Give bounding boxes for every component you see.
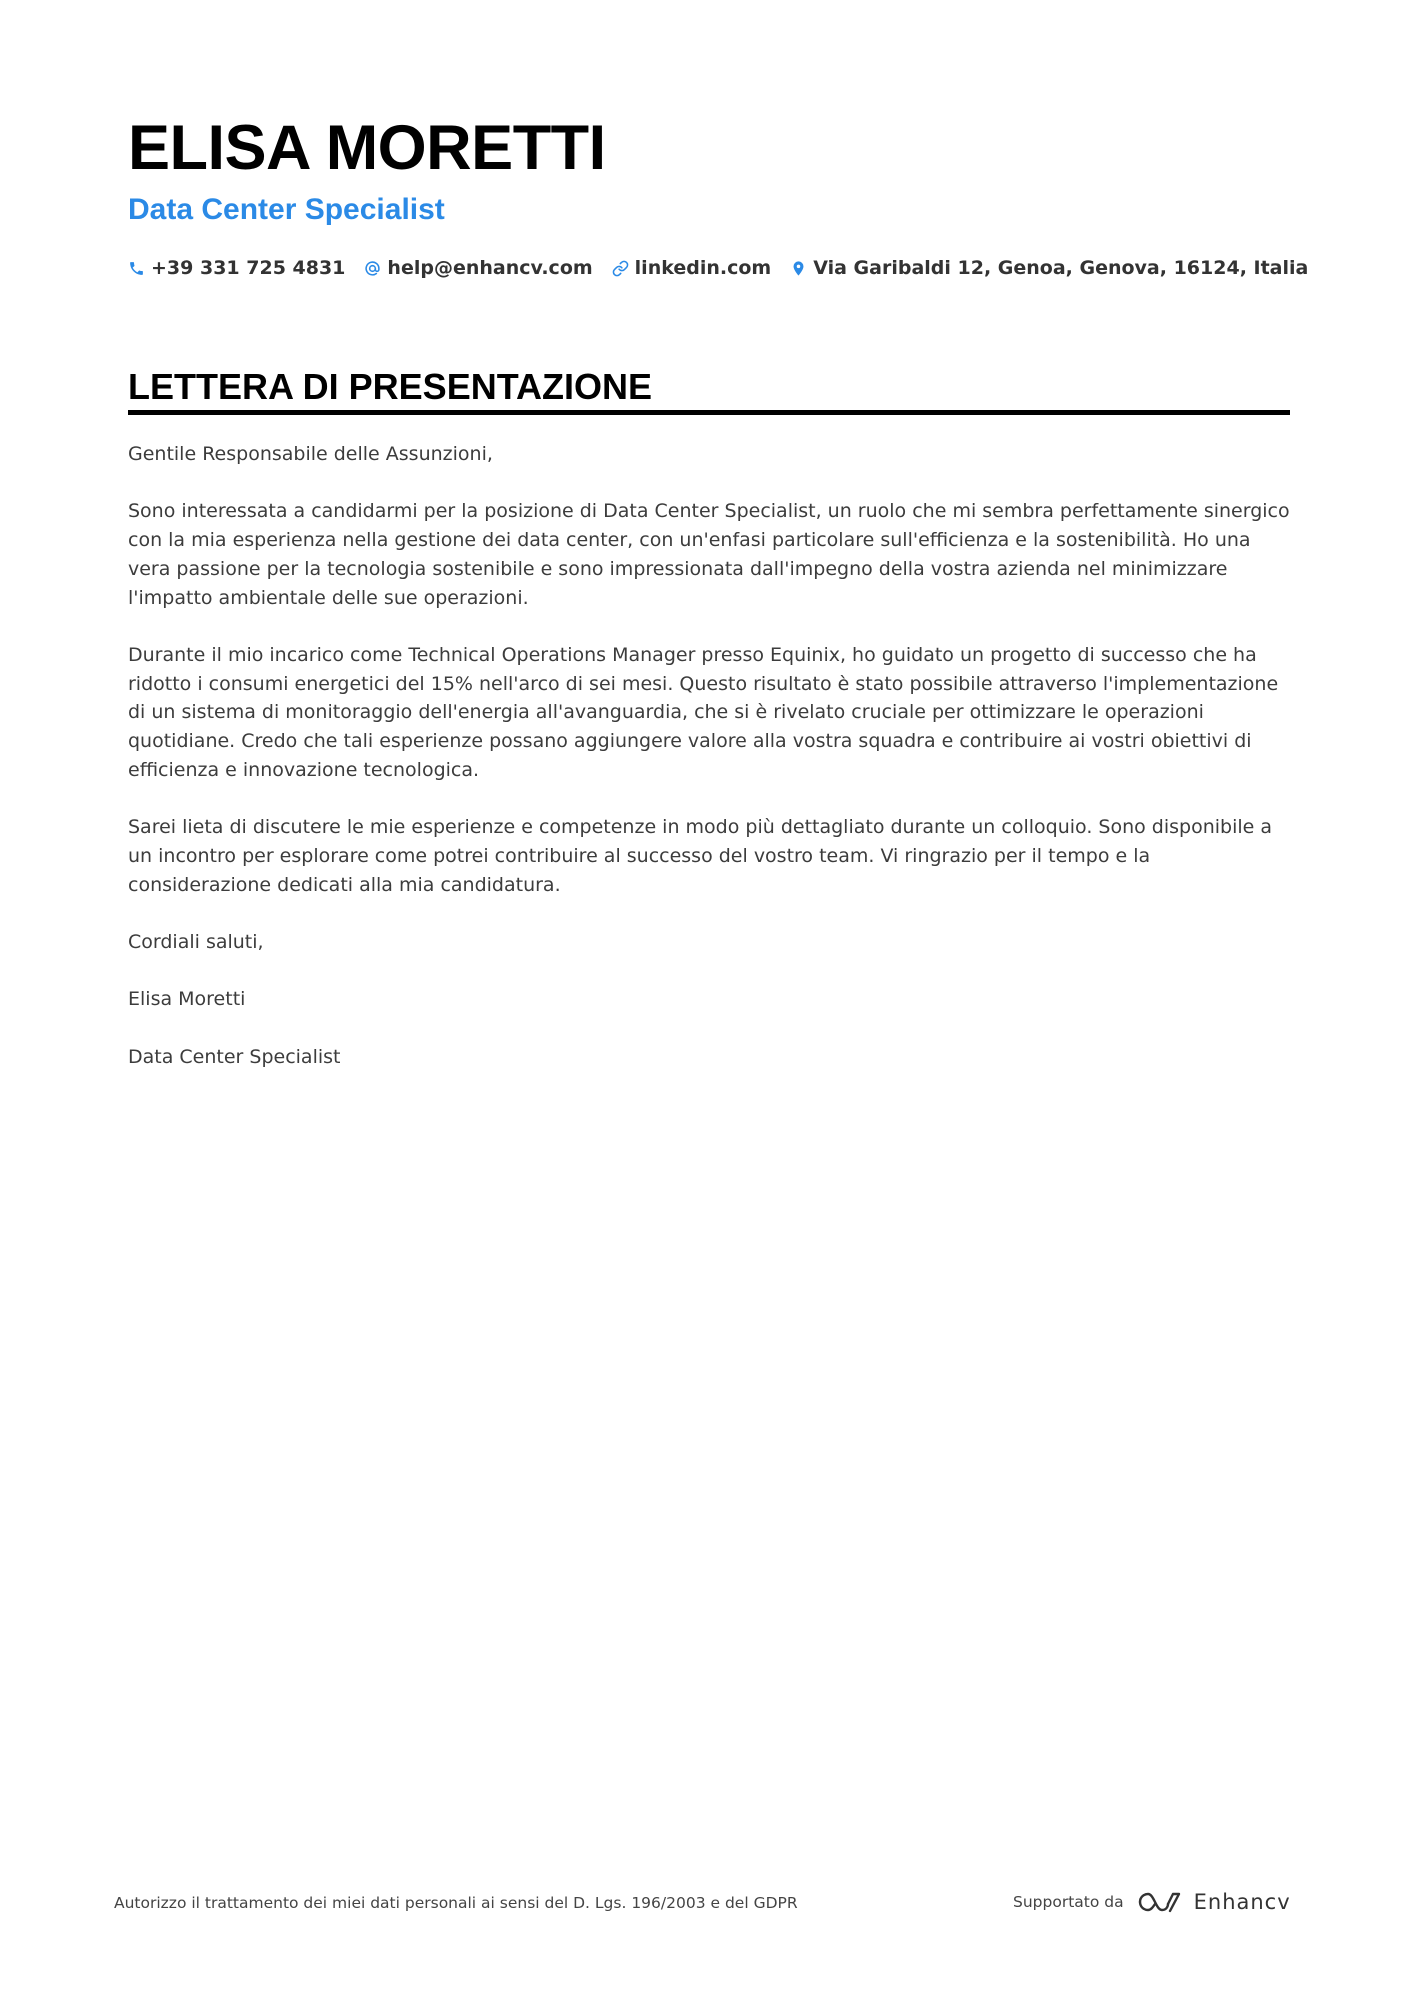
letter-salutation: Gentile Responsabile delle Assunzioni, [128,443,493,465]
letter-body [128,440,1290,1100]
letter-paragraph: Sarei lieta di discutere le mie esperienze e competenze in modo più dettagliato durante un colloquio. Sono disponibile a un incontro per esplorare come potrei contribuire al successo del vostro team. Vi ringrazio per il tempo e la considerazione dedicati alla mia candidatura. [128,816,1273,896]
consent-notice: Autorizzo il trattamento dei miei dati personali ai sensi del D. Lgs. 196/2003 e del GDPR [114,1894,798,1912]
location-pin-icon [790,260,807,277]
contact-email[interactable] [364,257,592,279]
letter-paragraph: Sono interessata a candidarmi per la posizione di Data Center Specialist, un ruolo che mi sembra perfettamente sinergico con la mia esperienza nella gestione dei data center, con un'enfasi particolare sull'efficienza e la sostenibilità. Ho una vera passione per la tecnologia sostenibile e sono impressionata dall'impegno della vostra azienda nel minimizzare l'impatto ambientale delle sue operazioni. [128,500,1290,609]
contact-linkedin-text: linkedin.com [634,257,772,279]
letter-paragraph: Durante il mio incarico come Technical Operations Manager presso Equinix, ho guidato un progetto di successo che ha ridotto i consumi energetici del 15% nell'arco di sei mesi. Questo risultato è stato possibile attraverso l'implementazione di un sistema di monitoraggio dell'energia all'avanguardia, che si è rivelato cruciale per ottimizzare le operazioni quotidiane. Credo che tali esperienze possano aggiungere valore alla vostra squadra e contribuire ai vostri obiettivi di efficienza e innovazione tecnologica. [128,643,1279,781]
link-icon [612,260,629,277]
contact-address [790,257,1308,279]
signature-title: Data Center Specialist [128,1045,341,1068]
contact-email-text: help@enhancv.com [387,257,593,279]
phone-icon [128,260,145,277]
enhancv-logo-icon [1136,1889,1182,1915]
contact-address-text: Via Garibaldi 12, Genoa, Genova, 16124, Italia [813,257,1309,279]
contact-linkedin[interactable] [612,257,772,279]
candidate-name: ELISA MORETTI [128,113,606,183]
contact-phone[interactable] [128,257,345,279]
contact-bar [128,252,1327,284]
signature-name: Elisa Moretti [128,988,246,1011]
contact-phone-text: +39 331 725 4831 [151,257,346,279]
powered-by[interactable] [1013,1886,1291,1918]
letter-closing: Cordiali saluti, [128,930,264,953]
powered-by-label: Supportato da [1013,1893,1124,1911]
at-icon [364,260,381,277]
candidate-role: Data Center Specialist [128,193,445,226]
section-divider [128,410,1290,415]
section-title: LETTERA DI PRESENTAZIONE [128,366,653,407]
enhancv-brand-name: Enhancv [1193,1890,1291,1914]
